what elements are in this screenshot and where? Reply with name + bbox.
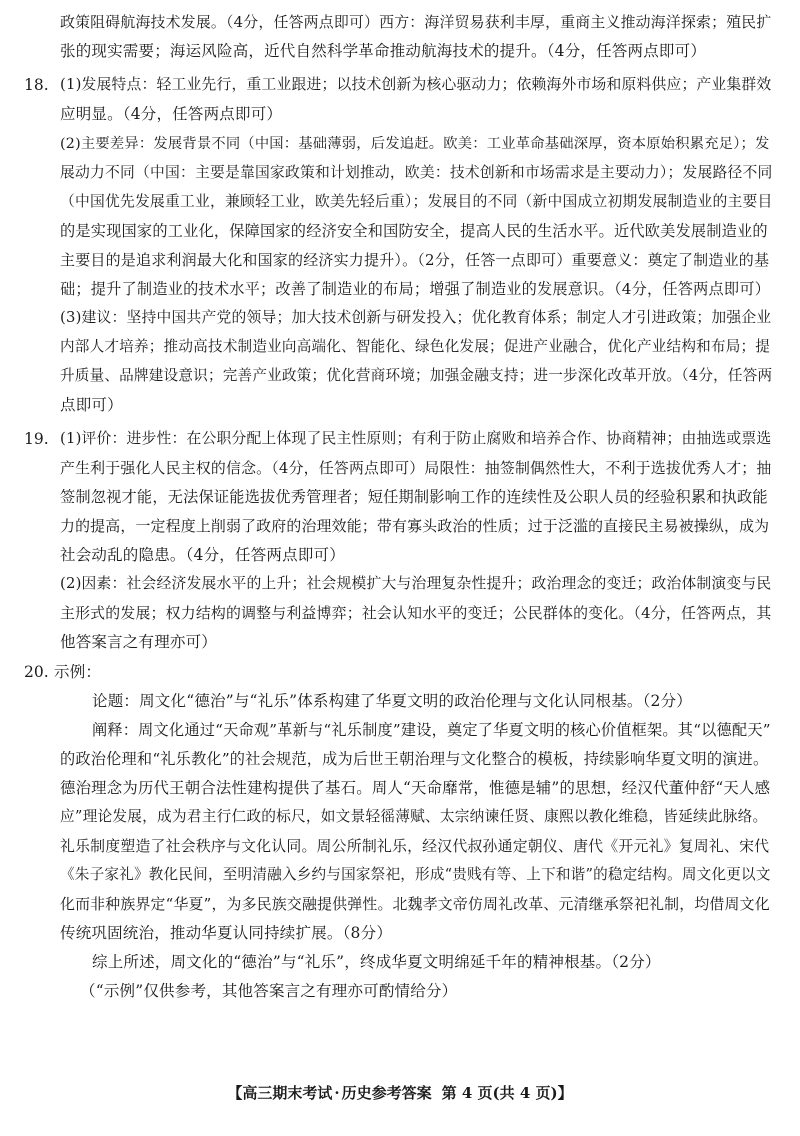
- q18-line-7: 主要目的是追求利润最大化和国家的经济实力提升）。（2分，任答一点即可）重要意义：奠定了制造业的基: [60, 251, 770, 269]
- q19-line-7: 主形式的发展；权力结构的调整与利益博弈；社会认知水平的变迁；公民群体的变化。（4分，任答两点，其: [60, 604, 772, 622]
- q18-number: 18.: [24, 76, 49, 94]
- footer-page-number: 第 4 页(共 4 页): [441, 1084, 558, 1102]
- q20-number: 20.: [24, 663, 49, 681]
- q19-line-3: 签制忽视才能，无法保证能选拔优秀管理者；短任期制影响工作的连续性及公职人员的经验积累和执政能: [60, 488, 768, 506]
- q20-line-2: 论题：周文化“德治”与“礼乐”体系构建了华夏文明的政治伦理与文化认同根基。（2分）: [92, 692, 693, 710]
- q18-line-9: (3)建议：坚持中国共产党的领导；加大技术创新与研发投入；优化教育体系；制定人才引进政策；加强企业: [60, 309, 772, 326]
- q18-line-5: （中国优先发展重工业，兼顾轻工业，欧美先轻后重）；发展目的不同（新中国成立初期发展制造业的主要目: [60, 193, 773, 210]
- q19-line-8: 他答案言之有理亦可）: [60, 633, 218, 651]
- q20-line-10: 传统巩固统治，推动华夏认同持续扩展。（8分）: [60, 924, 393, 942]
- q18-line-8: 础；提升了制造业的技术水平；改善了制造业的布局；增强了制造业的发展意识。（4分，任答两点即可）: [60, 280, 771, 298]
- q19-line-6: (2)因素：社会经济发展水平的上升；社会规模扩大与治理复杂性提升；政治理念的变迁；政治体制演变与民: [60, 575, 772, 592]
- footer-open-bracket: 【: [227, 1084, 243, 1102]
- q19-number: 19.: [24, 430, 49, 448]
- q18-line-6: 的是实现国家的工业化，保障国家的经济安全和国防安全，提高人民的生活水平。近代欧美发展制造业的: [60, 222, 768, 240]
- footer-separator: ·: [334, 1084, 340, 1102]
- q18-line-4: 展动力不同（中国：主要是靠国家政策和计划推动，欧美：技术创新和市场需求是主要动力）；发展路径不同: [60, 164, 773, 181]
- footer-close-bracket: 】: [557, 1084, 573, 1102]
- q18-line-12: 点即可）: [60, 396, 123, 414]
- q18-line-11: 升质量、品牌建设意识；完善产业政策；优化营商环境；加强金融支持；进一步深化改革开放。（4分，任答两: [60, 367, 773, 384]
- q20-line-6: 应”理论发展，成为君主行仁政的标尺，如文景轻徭薄赋、太宗纳谏任贤、康熙以教化维稳，皆延续此脉络。: [60, 808, 768, 825]
- q17-line-2: 张的现实需要；海运风险高，近代自然科学革命推动航海技术的提升。（4分，任答两点即可）: [60, 42, 707, 60]
- q18-line-2: 应明显。（4分，任答两点即可）: [60, 105, 283, 123]
- footer-subject: 历史参考答案: [341, 1084, 432, 1102]
- q17-line-1: 政策阻碍航海技术发展。（4分，任答两点即可）西方：海洋贸易获利丰厚，重商主义推动海洋探索；殖民扩: [60, 13, 772, 31]
- q20-line-5: 德治理念为历代王朝合法性建构提供了基石。周人“天命靡常，惟德是辅”的思想，经汉代董仲舒“天人感: [60, 779, 771, 797]
- q20-line-7: 礼乐制度塑造了社会秩序与文化认同。周公所制礼乐，经汉代叔孙通定朝仪、唐代《开元礼》复周礼、宋代: [60, 837, 770, 855]
- q20-line-3: 阐释：周文化通过“天命观”革新与“礼乐制度”建设，奠定了华夏文明的核心价值框架。其“以德配天”: [92, 721, 771, 739]
- q20-line-11: 综上所述，周文化的“德治”与“礼乐”，终成华夏文明绵延千年的精神根基。（2分）: [92, 953, 661, 971]
- q19-line-5: 社会动乱的隐患。（4分，任答两点即可）: [60, 546, 345, 564]
- q19-line-2: 产生利于强化人民主权的信念。（4分，任答两点即可）局限性：抽签制偶然性大，不利于选拔优秀人才；抽: [60, 459, 772, 477]
- q20-line-1: 示例：: [54, 663, 102, 681]
- q20-line-9: 化而非种族界定“华夏”，为多民族交融提供弹性。北魏孝文帝仿周礼改革、元清继承祭祀礼制，均借周文化: [60, 895, 770, 913]
- q18-line-1: (1)发展特点：轻工业先行，重工业跟进；以技术创新为核心驱动力；依赖海外市场和原料供应；产业集群效: [60, 76, 772, 93]
- q20-line-12: （“示例”仅供参考，其他答案言之有理亦可酌情给分）: [80, 982, 458, 1000]
- page-footer: [0, 1082, 800, 1104]
- q19-line-1: (1)评价：进步性：在公职分配上体现了民主性原则；有利于防止腐败和培养合作、协商精神；由抽选或票选: [60, 430, 772, 447]
- q19-line-4: 力的提高，一定程度上削弱了政府的治理效能；带有寡头政治的性质；过于泛滥的直接民主易被操纵，成为: [60, 517, 770, 535]
- q18-line-10: 内部人才培养；推动高技术制造业向高端化、智能化、绿色化发展；促进产业融合，优化产业结构和布局；提: [60, 338, 771, 355]
- q20-line-4: 的政治伦理和“礼乐教化”的社会规范，成为后世王朝治理与文化整合的模板，持续影响华夏文明的演进。: [60, 750, 769, 768]
- q18-line-3: (2)主要差异：发展背景不同（中国：基础薄弱，后发追赶。欧美：工业革命基础深厚，资本原始积累充足）；发: [60, 136, 770, 152]
- q20-line-8: 《朱子家礼》教化民间，至明清融入乡约与国家祭祀，形成“贵贱有等、上下和谐”的稳定结构。周文化更以文: [60, 866, 771, 883]
- footer-exam-name: 高三期末考试: [242, 1084, 333, 1102]
